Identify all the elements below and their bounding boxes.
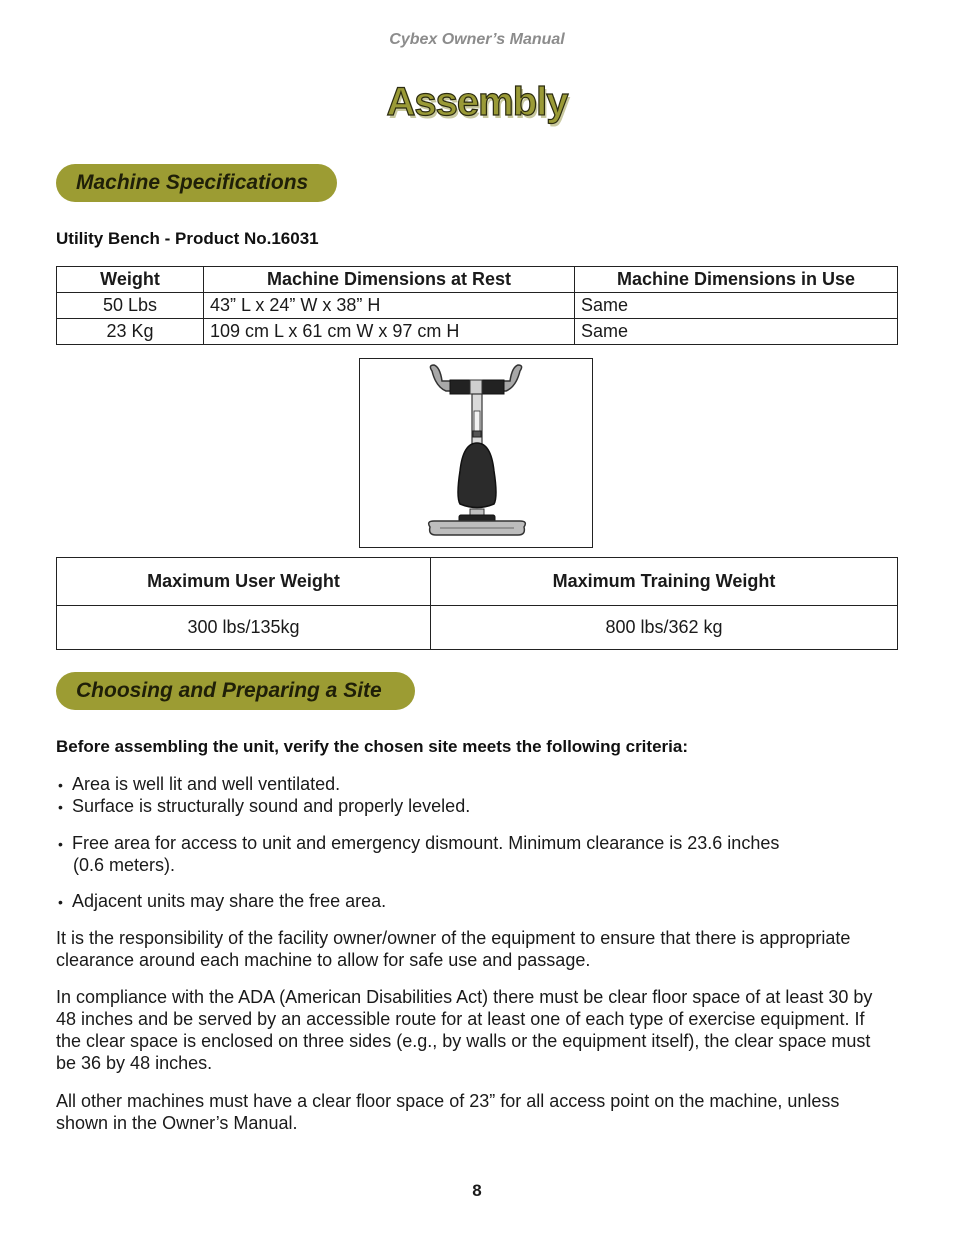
col-header-max-user-weight: Maximum User Weight [57,558,431,606]
table-cell: Same [575,319,898,345]
col-header-weight: Weight [57,267,204,293]
spec-table [56,266,898,345]
spec-table-header-row [57,267,898,293]
col-header-max-training-weight: Maximum Training Weight [431,558,898,606]
table-row [57,606,898,650]
table-cell: 109 cm L x 61 cm W x 97 cm H [204,319,575,345]
bullet-dot-icon: • [58,836,63,852]
max-user-weight-value: 300 lbs/135kg [57,606,431,650]
bullet-dot-icon: • [58,894,63,910]
list-item: • Area is well lit and well ventilated. [58,774,341,794]
table-cell: Same [575,293,898,319]
bullet-dot-icon: • [58,777,63,793]
paragraph-clear-floor: All other machines must have a clear floor space of 23” for all access point on the machine, unless shown in the Owner’s Manual. [56,1091,840,1133]
bench-drawing [360,359,591,546]
bullet-dot-icon: • [58,799,63,815]
max-weight-header-row [57,558,898,606]
list-item: • Adjacent units may share the free area. [58,891,387,911]
table-row [57,293,898,319]
max-weight-table [56,557,898,650]
paragraph-responsibility: It is the responsibility of the facility owner/owner of the equipment to ensure that there is appropriate clearance around each machine to allow for safe use and passage. [56,928,851,970]
utility-bench-illustration [359,358,593,548]
page-title: Assembly [386,80,568,124]
table-row [57,319,898,345]
list-item-continuation: (0.6 meters). [73,855,176,875]
list-item: • Surface is structurally sound and properly leveled. [58,796,471,816]
col-header-dimensions-rest: Machine Dimensions at Rest [204,267,575,293]
page-number: 8 [472,1181,482,1200]
site-criteria-intro: Before assembling the unit, verify the chosen site meets the following criteria: [56,737,688,756]
table-cell: 23 Kg [57,319,204,345]
col-header-dimensions-use: Machine Dimensions in Use [575,267,898,293]
paragraph-ada: In compliance with the ADA (American Disabilities Act) there must be clear floor space of at least 30 by 48 inches and be served by an accessible route for at least one of each type of exercise equipment. If the clear space is enclosed on three sides (e.g., by walls or the equipment itself), the clear space must be 36 by 48 inches. [56,987,873,1073]
table-cell: 43” L x 24” W x 38” H [204,293,575,319]
max-training-weight-value: 800 lbs/362 kg [431,606,898,650]
section-heading-machine-specifications: Machine Specifications [56,164,337,202]
section-heading-choosing-site: Choosing and Preparing a Site [56,672,415,710]
manual-header: Cybex Owner’s Manual [389,31,565,48]
list-item: • Free area for access to unit and emergency dismount. Minimum clearance is 23.6 inches [58,833,780,853]
product-line: Utility Bench - Product No.16031 [56,229,319,248]
table-cell: 50 Lbs [57,293,204,319]
